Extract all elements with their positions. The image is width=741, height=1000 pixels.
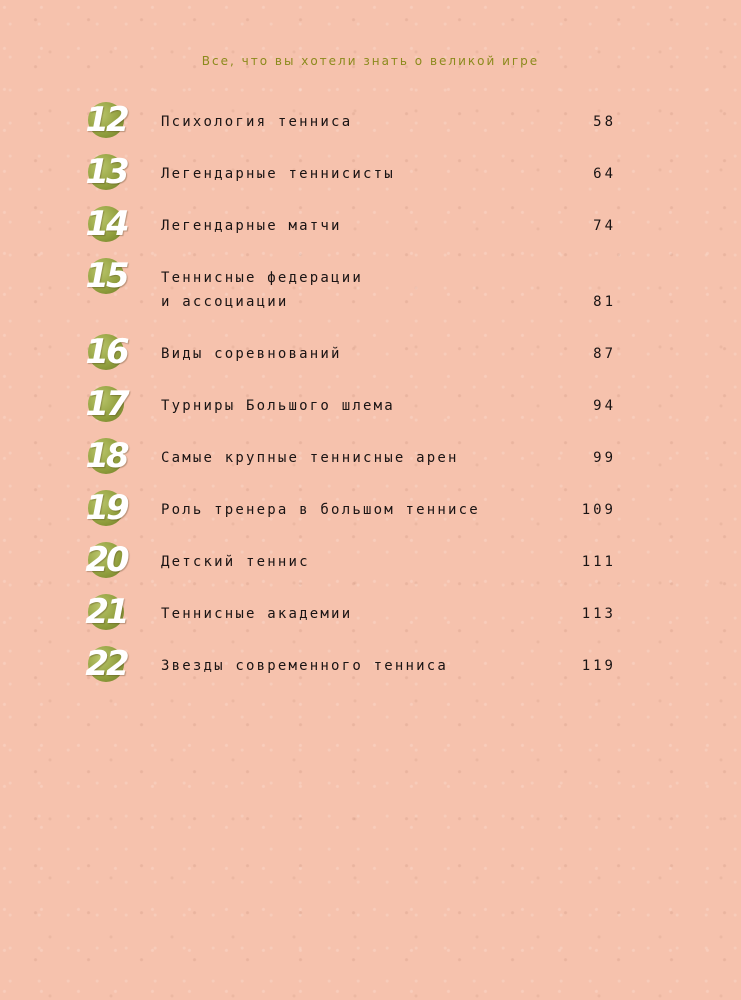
chapter-number: 21 xyxy=(85,592,127,632)
chapter-title: Виды соревнований xyxy=(161,346,342,362)
chapter-number: 14 xyxy=(85,204,127,244)
chapter-number: 17 xyxy=(85,384,127,424)
page-number: 94 xyxy=(593,398,616,414)
chapter-number: 15 xyxy=(85,256,127,296)
chapter-number-badge xyxy=(78,540,134,580)
chapter-number-badge xyxy=(78,256,134,296)
chapter-title-line-2: и ассоциации xyxy=(161,294,289,310)
chapter-number-badge xyxy=(78,488,134,528)
chapter-number: 20 xyxy=(85,540,127,580)
chapter-number-badge xyxy=(78,204,134,244)
chapter-number-badge xyxy=(78,644,134,684)
chapter-number-badge xyxy=(78,100,134,140)
chapter-number-badge xyxy=(78,152,134,192)
chapter-title: Теннисные федерации xyxy=(161,270,363,286)
chapter-title: Турниры Большого шлема xyxy=(161,398,395,414)
chapter-title: Детский теннис xyxy=(161,554,310,570)
chapter-number-badge xyxy=(78,436,134,476)
chapter-title: Психология тенниса xyxy=(161,114,353,130)
page-number: 58 xyxy=(593,114,616,130)
running-header: Все, что вы хотели знать о великой игре xyxy=(201,54,540,68)
chapter-number: 19 xyxy=(85,488,127,528)
chapter-number-badge xyxy=(78,332,134,372)
chapter-title: Роль тренера в большом теннисе xyxy=(161,502,480,518)
page-number: 109 xyxy=(581,502,616,518)
chapter-number-badge xyxy=(78,592,134,632)
page-number: 119 xyxy=(581,658,616,674)
chapter-number: 16 xyxy=(85,332,127,372)
chapter-number: 12 xyxy=(85,100,127,140)
chapter-title: Легендарные теннисисты xyxy=(161,166,395,182)
chapter-title: Звезды современного тенниса xyxy=(161,658,448,674)
chapter-number-badge xyxy=(78,384,134,424)
chapter-title: Легендарные матчи xyxy=(161,218,342,234)
chapter-number: 13 xyxy=(85,152,127,192)
chapter-title: Самые крупные теннисные арен xyxy=(161,450,459,466)
chapter-number: 22 xyxy=(85,644,127,684)
page-number: 87 xyxy=(593,346,616,362)
page-number: 81 xyxy=(593,294,616,310)
page-number: 64 xyxy=(593,166,616,182)
page-number: 111 xyxy=(581,554,616,570)
page-number: 99 xyxy=(593,450,616,466)
chapter-title: Теннисные академии xyxy=(161,606,353,622)
page-number: 113 xyxy=(581,606,616,622)
chapter-number: 18 xyxy=(85,436,127,476)
page-number: 74 xyxy=(593,218,616,234)
